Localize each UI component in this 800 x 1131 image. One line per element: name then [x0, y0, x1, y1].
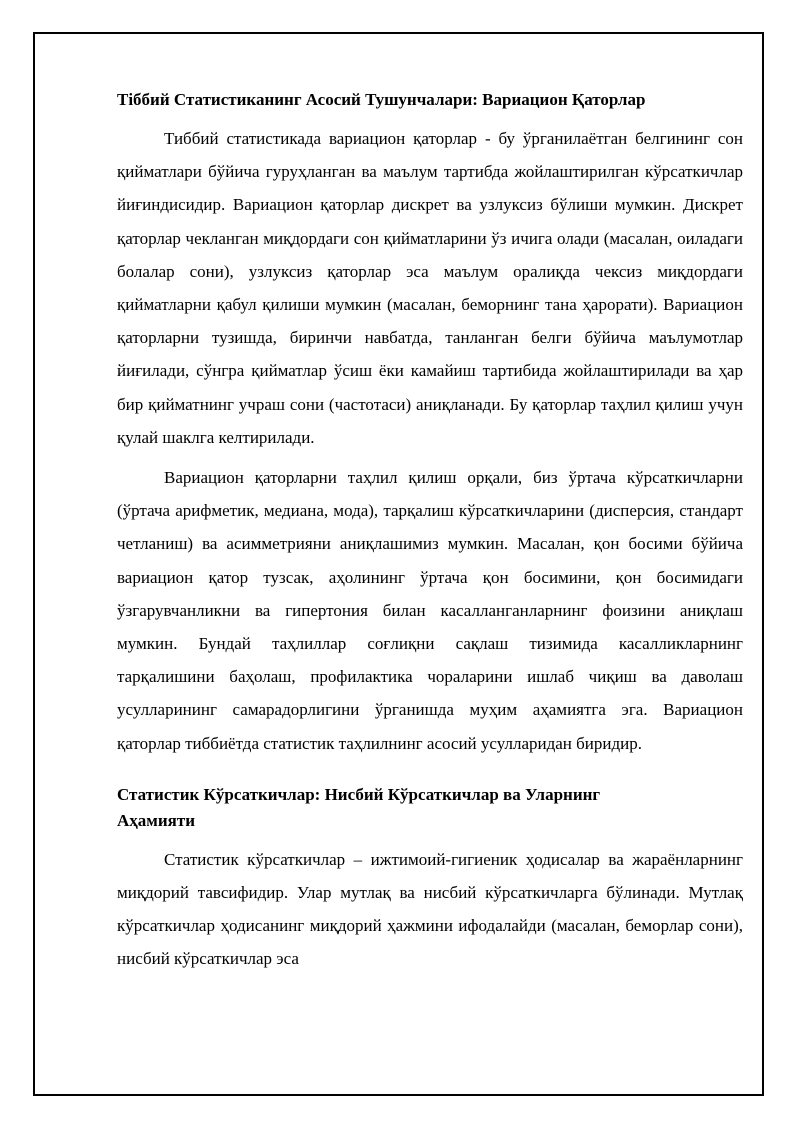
section-heading-variation-series: Тiббий Статистиканинг Асосий Тушунчалари: Вариацион Қаторлар [117, 90, 646, 109]
heading-line: Аҳамияти [117, 810, 195, 830]
paragraph: Вариацион қаторларни таҳлил қилиш орқали, биз ўртача кўрсаткичларни (ўртача арифметик, медиана, мода), тарқалиш кўрсаткичларини (дисперсия, стандарт четланиш) ва асимметрияни аниқлашимиз мумкин. Масалан, қон босими бўйича вариацион қатор тузсак, аҳолининг ўртача қон босимини, қон босимидаги ўзгарувчанликни ва гипертония билан касалланганларнинг фоизини аниқлаш мумкин. Бундай таҳлиллар соғлиқни сақлаш тизимида касалликларнинг тарқалишини баҳолаш, профилактика чораларини ишлаб чиқиш ва даволаш усулларининг самарадорлигини ўрганишда муҳим аҳамиятга эга. Вариацион қаторлар тиббиётда статистик таҳлилнинг асосий усулларидан биридир. [117, 468, 743, 753]
heading-line: Статистик Кўрсаткичлар: Нисбий Кўрсаткичлар ва Уларнинг [117, 784, 601, 804]
section-heading-relative-indicators [117, 782, 743, 834]
paragraph: Статистик кўрсаткичлар – ижтимоий-гигиеник ҳодисалар ва жараёнларнинг миқдорий тавсифидир. Улар мутлақ ва нисбий кўрсаткичларга бўлинади. Мутлақ кўрсаткичлар ҳодисанинг миқдорий ҳажмини ифодалайди (масалан, беморлар сони), нисбий кўрсаткичлар эса [117, 849, 743, 969]
paragraph: Тиббий статистикада вариацион қаторлар - бу ўрганилаётган белгининг сон қийматлари бўйича гуруҳланган ва маълум тартибда жойлаштирилган кўрсаткичлар йиғиндисидир. Вариацион қаторлар дискрет ва узлуксиз бўлиши мумкин. Дискрет қаторлар чекланган миқдордаги сон қийматларини ўз ичига олади (масалан, оиладаги болалар сони), узлуксиз қаторлар эса маълум оралиқда чексиз миқдордаги қийматларни қабул қилиши мумкин (масалан, беморнинг тана ҳарорати). Вариацион қаторларни тузишда, биринчи навбатда, танланган белги бўйича маълумотлар йиғилади, сўнгра қийматлар ўсиш ёки камайиш тартибида жойлаштирилади ва ҳар бир қийматнинг учраш сони (частотаси) аниқланади. Бу қаторлар таҳлил қилиш учун қулай шаклга келтирилади. [117, 129, 743, 447]
document-body [117, 84, 743, 983]
